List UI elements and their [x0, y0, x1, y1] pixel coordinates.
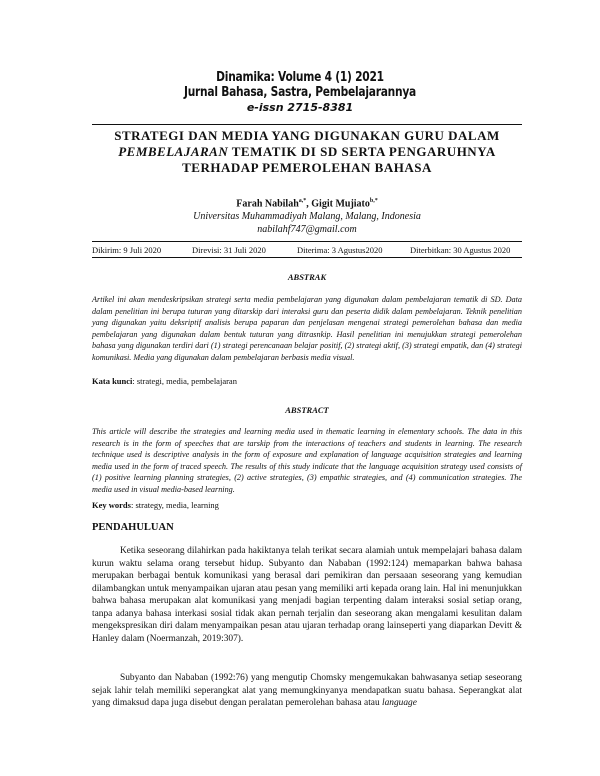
kata-kunci — [92, 376, 522, 387]
dates-top-rule — [92, 241, 522, 242]
intro-p2-text: Subyanto dan Nababan (1992:76) yang mengutip Chomsky mengemukakan bahwasanya setiap seseorang sejak lahir telah memiliki seperangkat alat yang memungkinyanya mendapatkan suatu bahasa. Seperangkat alat yang dimaksud dapa juga disebut dengan peralatan pemerolehan bahasa atau — [92, 673, 522, 708]
dates-bottom-rule — [92, 257, 522, 258]
paper-title — [92, 128, 522, 176]
date-revised: Direvisi: 31 Juli 2020 — [192, 245, 266, 255]
key-words — [92, 500, 522, 511]
author-2: , Gigit Mujiato — [306, 198, 370, 210]
key-words-values: : strategy, media, learning — [130, 500, 219, 510]
abstrak-heading: ABSTRAK — [287, 272, 327, 282]
header-divider — [92, 124, 522, 125]
author-1-sup: a,* — [298, 198, 307, 204]
title-line-3: TERHADAP PEMEROLEHAN BAHASA — [182, 160, 432, 175]
key-words-label: Key words — [92, 500, 131, 510]
date-accepted: Diterima: 3 Agustus2020 — [297, 245, 383, 255]
journal-issn: e-issn 2715-8381 — [246, 101, 354, 114]
title-line-2 — [92, 144, 522, 160]
intro-paragraph-1 — [92, 545, 522, 645]
journal-volume: Dinamika: Volume 4 (1) 2021 — [216, 70, 384, 85]
title-line-2-rest: TEMATIK DI SD SERTA PENGARUHNYA — [228, 144, 496, 159]
abstrak-text: Artikel ini akan mendeskripsikan strategi serta media pembelajaran yang digunakan dalam pembelajaran tematik di SD. Data dalam penelitian ini berupa tuturan yang ditarskip dari interaksi guru dan peserta didik dalam pembelajaran. Teknik penelitian yang digunakan yaitu deksriptif analisis berupa paparan dan penjelasan mengenai strategi pemerolehan bahasa dan media pembelajaran yang digunakan dalam bentuk tuturan yang ditrasnkip. Hasil penelitian ini menujukkan strategi pemerolehan bahasa yang digunakan terdiri dari (1) strategi perencanaan belajar positif, (2) strategi aktif, (3) strategi empatik, dan (4) strategi komunikasi. Media yang digunakan dalam pembelajaran berbasis media visual. — [92, 295, 522, 362]
date-published: Diterbitkan: 30 Agustus 2020 — [410, 245, 511, 255]
section-heading-pendahuluan: PENDAHULUAN — [92, 522, 174, 533]
affiliation: Universitas Muhammadiyah Malang, Malang, Indonesia — [193, 211, 421, 223]
intro-p2-italic: language — [382, 698, 417, 708]
intro-paragraph-2 — [92, 672, 522, 710]
journal-header — [0, 70, 600, 115]
abstract-text: This article will describe the strategies and learning media used in thematic learning in elementary schools. The data in this research is in the form of speeches that are tarskip from the interactions of teachers and students in learning. The research technique used is descriptive analysis in the form of exposure and explanation of language acquisition strategies and learning media used in the form of traced speech. The results of this study indicate that the language acquisition strategy used consists of (1) positive learning planning strategies, (2) active strategies, (3) empathic strategies, and (4) communication strategies. The media used in visual media-based learning. — [92, 427, 522, 494]
date-received: Dikirim: 9 Juli 2020 — [92, 245, 162, 255]
author-names — [92, 195, 522, 210]
title-italic-word: PEMBELAJARAN — [118, 144, 229, 159]
kata-kunci-label: Kata kunci — [92, 376, 133, 386]
author-2-sup: b,* — [369, 198, 378, 204]
title-line-1: STRATEGI DAN MEDIA YANG DIGUNAKAN GURU DALAM — [114, 128, 500, 143]
author-block — [92, 195, 522, 236]
journal-name: Jurnal Bahasa, Sastra, Pembelajarannya — [183, 85, 417, 100]
intro-p1-text: Ketika seseorang dilahirkan pada hakiktanya telah terikat secara alamiah untuk mempelajari bahasa dalam kurun waktu selama orang tersebut hidup. Subyanto dan Nababan (1992:124) memaparkan bahwa bahasa merupakan berbagai bentuk komunikasi yang berasal dari pemikiran dan persaaan seseorang yang kemudian dilambangkan untuk menyampaikan ujaran atau pesan yang memiliki arti kepada orang lain. Hal ini menunjukkan bahwa bahasa merupakan alat komunikasi yang menjadi bagian terpenting dalam interaksi sosial setiap orang, tanpa adanya bahasa interkasi sosial tidak akan pernah terjalin dan seseorang akan mengalami kesulitan dalam mengekspresikan diri dalam menyampaikan pesan atau ujaran terhadap orang lainseperti yang diaparkan Devitt & Hanley dalam (Noermanzah, 2019:307). — [92, 546, 522, 644]
kata-kunci-values: : strategi, media, pembelajaran — [132, 376, 237, 386]
email-link[interactable]: nabilahf747@gmail.com — [257, 224, 357, 236]
abstract-heading: ABSTRACT — [285, 405, 329, 415]
author-1: Farah Nabilah — [236, 198, 299, 210]
